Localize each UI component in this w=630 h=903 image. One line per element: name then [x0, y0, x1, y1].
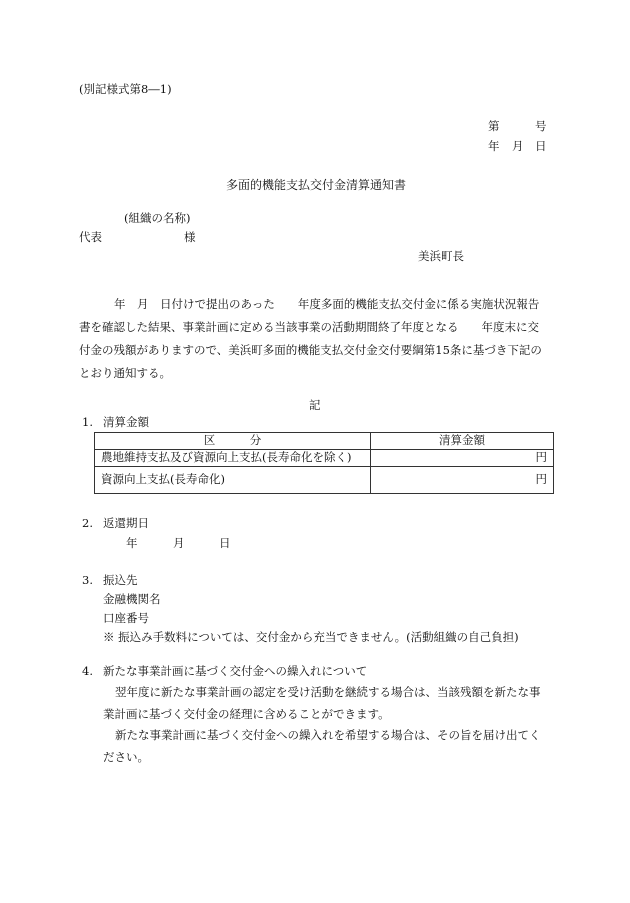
table-header-row: [95, 433, 554, 450]
section-2-num: 2.: [82, 516, 93, 530]
table-row: [95, 467, 554, 494]
bank-name-label: 金融機関名: [103, 592, 161, 606]
doc-number-go: 号: [535, 119, 547, 133]
recipient-rep-label: 代表: [79, 230, 102, 244]
section-4-title: 新たな事業計画に基づく交付金への繰入れについて: [103, 664, 368, 678]
body-line-3: 付金の残額がありますので、美浜町多面的機能支払交付金交付要綱第15条に基づき下記の: [79, 343, 542, 357]
section-4-paragraph-1: [103, 687, 553, 731]
section-1-title: 清算金額: [103, 415, 149, 429]
section-2-title: 返還期日: [103, 516, 149, 530]
body-line-4: とおり通知する。: [79, 366, 171, 380]
sender: 美浜町長: [418, 249, 464, 263]
document-title: 多面的機能支払交付金清算通知書: [226, 178, 407, 192]
ki-heading: 記: [309, 398, 321, 412]
section-4-p2-line-2: ださい。: [103, 750, 149, 764]
settlement-table: [94, 432, 554, 494]
section-4-p1-line-2: 業計画に基づく交付金の経理に含めることができます。: [103, 707, 390, 721]
recipient-honorific: 様: [184, 230, 196, 244]
body-text: [79, 299, 554, 391]
section-1-num: 1.: [82, 415, 93, 429]
date-month: 月: [512, 139, 524, 153]
body-line-2: 書を確認した結果、事業計画に定める当該事業の活動期間終了年度となる 年度末に交: [79, 320, 539, 334]
table-row-label: 資源向上支払(長寿命化): [95, 467, 371, 494]
section-4-p2-line-1: 新たな事業計画に基づく交付金への繰入れを希望する場合は、その旨を届け出てく: [115, 728, 541, 742]
return-date-year: 年: [126, 536, 138, 550]
section-4-num: 4.: [82, 664, 93, 678]
return-date-day: 日: [219, 536, 231, 550]
body-line-1: 年 月 日付けで提出のあった 年度多面的機能支払交付金に係る実施状況報告: [114, 297, 540, 311]
date-year: 年: [488, 139, 500, 153]
table-header-category: 区 分: [95, 433, 371, 450]
table-row-unit: 円: [371, 467, 554, 494]
table-header-amount: 清算金額: [371, 433, 554, 450]
return-date-month: 月: [173, 536, 185, 550]
section-3-num: 3.: [82, 573, 93, 587]
recipient-org-label: (組織の名称): [124, 211, 191, 225]
section-3-title: 振込先: [103, 573, 138, 587]
account-number-label: 口座番号: [103, 611, 149, 625]
section-4-paragraph-2: [103, 730, 553, 774]
form-number: (別記様式第8―1): [79, 82, 172, 96]
transfer-fee-note: ※ 振込み手数料については、交付金から充当できません。(活動組織の自己負担): [103, 630, 519, 644]
table-row: [95, 450, 554, 467]
date-day: 日: [535, 139, 547, 153]
section-4-p1-line-1: 翌年度に新たな事業計画の認定を受け活動を継続する場合は、当該残額を新たな事: [115, 685, 541, 699]
table-row-unit: 円: [371, 450, 554, 467]
table-row-label: 農地維持支払及び資源向上支払(長寿命化を除く): [95, 450, 371, 467]
doc-number-dai: 第: [488, 119, 500, 133]
